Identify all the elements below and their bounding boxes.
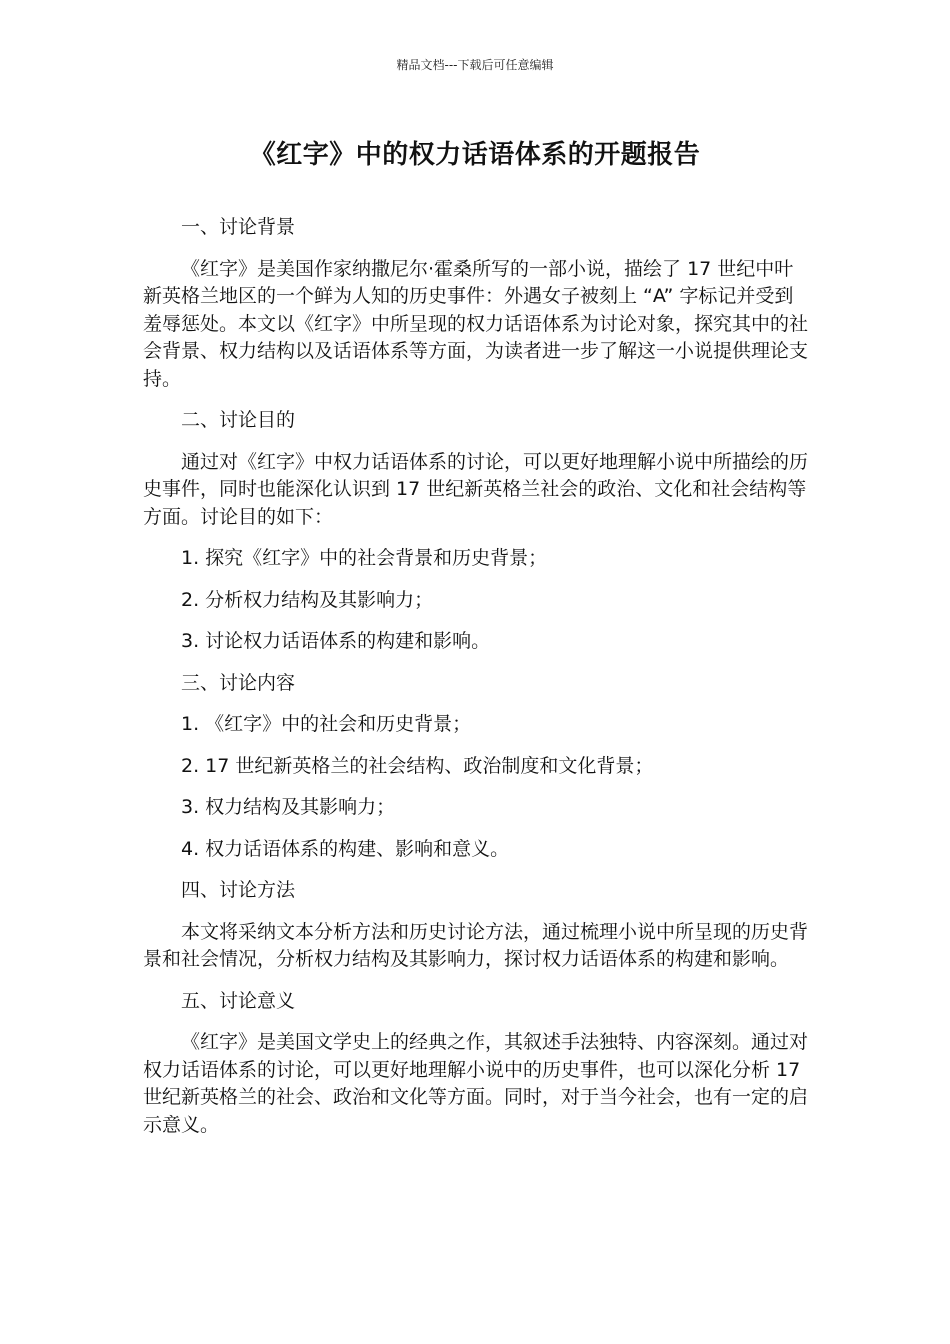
document-title: 《红字》中的权力话语体系的开题报告 [249, 140, 701, 170]
section-heading-purpose: 二、讨论目的 [181, 409, 296, 431]
section-heading-method: 四、讨论方法 [181, 879, 296, 901]
section-heading-background: 一、讨论背景 [181, 216, 296, 238]
page-header: 精品文档---下载后可任意编辑 [396, 58, 554, 72]
list-item: 1. 《红字》中的社会和历史背景； [181, 713, 472, 735]
list-item: 2. 17 世纪新英格兰的社会结构、政治制度和文化背景； [181, 754, 654, 777]
paragraph-method: 本文将采纳文本分析方法和历史讨论方法，通过梳理小说中所呈现的历史背景和社会情况，分析权力结构及其影响力，探讨权力话语体系的构建和影响。 [143, 920, 809, 970]
paragraph-significance: 《红字》是美国文学史上的经典之作，其叙述手法独特、内容深刻。通过对权力话语体系的讨论，可以更好地理解小说中的历史事件，也可以深化分析 17 世纪新英格兰的社会、政治和文化等方面。同时，对于当今社会，也有一定的启示意义。 [143, 1031, 809, 1136]
list-item: 2. 分析权力结构及其影响力； [181, 588, 434, 611]
paragraph-purpose: 通过对《红字》中权力话语体系的讨论，可以更好地理解小说中所描绘的历史事件，同时也能深化认识到 17 世纪新英格兰社会的政治、文化和社会结构等方面。讨论目的如下： [143, 450, 809, 528]
list-item: 3. 讨论权力话语体系的构建和影响。 [181, 630, 491, 652]
list-item: 4. 权力话语体系的构建、影响和意义。 [181, 837, 510, 860]
section-heading-significance: 五、讨论意义 [181, 989, 296, 1012]
list-item: 1. 探究《红字》中的社会背景和历史背景； [181, 547, 548, 569]
list-item: 3. 权力结构及其影响力； [181, 796, 396, 818]
section-heading-content: 三、讨论内容 [181, 671, 296, 694]
document-body [143, 214, 808, 1139]
paragraph-background: 《红字》是美国作家纳撒尼尔·霍桑所写的一部小说，描绘了 17 世纪中叶新英格兰地区的一个鲜为人知的历史事件：外遇女子被刻上 “A” 字标记并受到羞辱惩处。本文以《红字》中所呈现的权力话语体系为讨论对象，探究其中的社会背景、权力结构以及话语体系等方面，为读者进一步了解这一小说提供理论支持。 [143, 257, 809, 390]
